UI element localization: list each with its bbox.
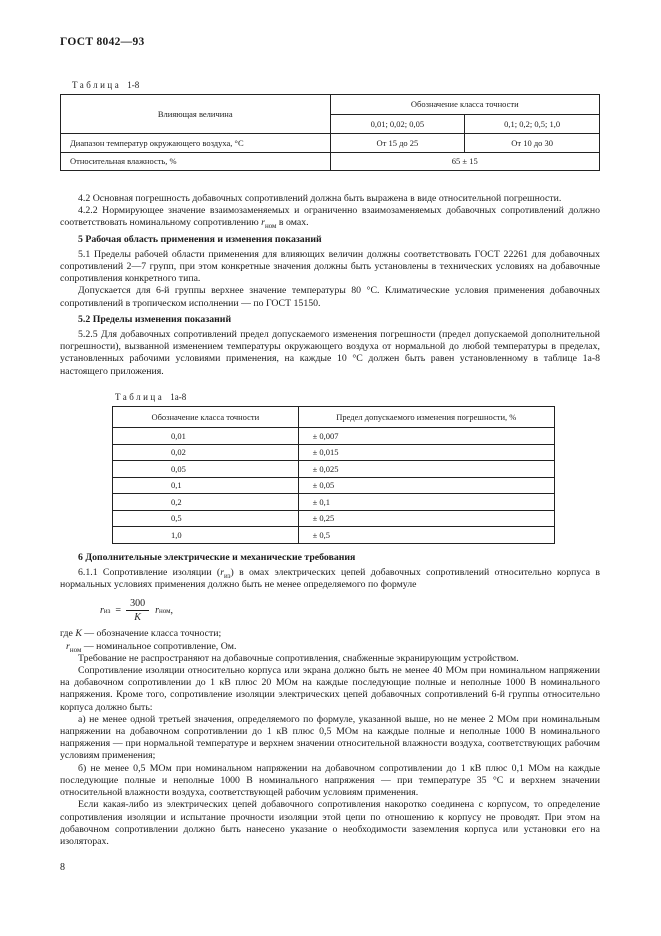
cell-class: 0,1 bbox=[113, 477, 299, 494]
cell-class: 1,0 bbox=[113, 527, 299, 544]
equals-sign: = bbox=[115, 605, 122, 617]
table-row bbox=[113, 494, 555, 511]
table-row bbox=[61, 134, 600, 153]
formula-where-r bbox=[60, 641, 600, 653]
document-body-section-6 bbox=[60, 552, 600, 848]
formula-numerator: 300 bbox=[126, 598, 149, 611]
cell-humidity-value: 65 ± 15 bbox=[330, 152, 600, 171]
table-row bbox=[61, 95, 600, 115]
formula-rhs-r: r bbox=[155, 605, 159, 617]
table-error-change-limits bbox=[112, 406, 555, 544]
paragraph-4-2-2-text-end: в омах. bbox=[276, 217, 309, 229]
table-1-8-caption-number: 1-8 bbox=[127, 80, 140, 90]
table-1-8-caption bbox=[72, 80, 600, 90]
formula-where-k bbox=[60, 628, 600, 640]
r-symbol: r bbox=[66, 640, 70, 652]
paragraph-6-1-1 bbox=[60, 567, 600, 591]
r-symbol: r bbox=[220, 567, 225, 579]
paragraph-grounding-note: Если какая-либо из электрических цепей добавочного сопротивления накоротко соединена с корпусом, то определение сопротивления изоляции и испытание прочности изоляции этой цепи по отношению к корпусу не проводят. При этом на добавочном сопротивлении должно быть нанесено указание о необходимости заземления корпуса или установки его на изоляторах. bbox=[60, 799, 600, 847]
table-row bbox=[113, 406, 555, 428]
heading-section-6: 6 Дополнительные электрические и механические требования bbox=[78, 551, 356, 563]
paragraph-6-1-1-text: 6.1.1 Сопротивление изоляции ( bbox=[78, 567, 221, 579]
cell-limit: ± 0,5 bbox=[298, 527, 554, 544]
formula-denominator: K bbox=[134, 612, 141, 624]
formula-insulation-resistance: r из = $\frac{300}{K}$ r ном , bbox=[100, 598, 174, 624]
table-row bbox=[113, 527, 555, 544]
formula-lhs-r: r bbox=[100, 605, 104, 617]
col-header-accuracy-class: Обозначение класса точности bbox=[330, 95, 600, 115]
table-row bbox=[113, 477, 555, 494]
paragraph-5-2-5: 5.2.5 Для добавочных сопротивлений предел допускаемого изменения погрешности (предел допускаемой дополнительной погрешности), вызванной изменением температуры окружающего воздуха от нормальной до любой температуры в пределах, установленных рабочими условиями применения, на каждые 10 °С должен быть равен установленному в таблице 1а-8 настоящего приложения. bbox=[60, 329, 600, 377]
where-r-description: — номинальное сопротивление, Ом. bbox=[81, 640, 237, 652]
heading-section-5: 5 Рабочая область применения и изменения показаний bbox=[78, 233, 322, 245]
cell-temperature-range-value-1: От 15 до 25 bbox=[330, 134, 465, 153]
formula-fraction bbox=[126, 598, 149, 623]
table-1-8-caption-word: Таблица bbox=[72, 80, 122, 90]
paragraph-4-2-2-text: 4.2.2 Нормирующее значение взаимозаменяемых и ограниченно взаимозаменяемых добавочных сопротивлений должно соответствовать номинальному сопротивлению bbox=[60, 205, 600, 229]
cell-temperature-range-label: Диапазон температур окружающего воздуха, °С bbox=[61, 134, 331, 153]
cell-limit: ± 0,05 bbox=[298, 477, 554, 494]
page-number: 8 bbox=[60, 862, 65, 873]
paragraph-insulation-resistance: Сопротивление изоляции относительно корпуса или экрана должно быть не менее 40 МОм при номинальном напряжении на добавочном сопротивлении до 1 кВ плюс 20 МОм на каждые последующие полные и неполные 1000 В номинального напряжения. Кроме того, сопротивление изоляции электрических цепей добавочных сопротивлений 6-й группы относительно корпуса должно быть: bbox=[60, 665, 600, 713]
table-1a-8-caption-number: 1а-8 bbox=[170, 391, 187, 402]
cell-limit: ± 0,25 bbox=[298, 510, 554, 527]
cell-class: 0,2 bbox=[113, 494, 299, 511]
cell-limit: ± 0,025 bbox=[298, 461, 554, 478]
table-row bbox=[113, 510, 555, 527]
cell-temperature-range-value-2: От 10 до 30 bbox=[465, 134, 600, 153]
table-influencing-quantities bbox=[60, 94, 600, 171]
paragraph-5-1: 5.1 Пределы рабочей области применения для влияющих величин должны соответствовать ГОСТ 22261 для добавочных сопротивлений 2—7 групп, при этом конкретные значения должны быть установлены в технических условиях на добавочные сопротивления конкретного типа. bbox=[60, 248, 600, 285]
cell-limit: ± 0,007 bbox=[298, 428, 554, 445]
paragraph-4-2: 4.2 Основная погрешность добавочных сопротивлений должна быть выражена в виде относительной погрешности. bbox=[78, 193, 562, 204]
cell-limit: ± 0,015 bbox=[298, 444, 554, 461]
k-symbol: К bbox=[75, 628, 82, 640]
table-row bbox=[113, 428, 555, 445]
col-header-accuracy-class-designation: Обозначение класса точности bbox=[113, 406, 299, 428]
table-row bbox=[113, 461, 555, 478]
paragraph-item-a: а) не менее одной третьей значения, определяемого по формуле, указанной выше, но не менее 2 МОм при номинальным напряжении на добавочном сопротивлении до 1 кВ плюс 0,5 МОм на каждые полные и неполные 1000 В номинального напряжения — при нормальной температуре и верхнем значении относительной влажности воздуха, соответствующих рабочим условиям применения; bbox=[60, 713, 600, 762]
cell-humidity-label: Относительная влажность, % bbox=[61, 152, 331, 171]
r-iz-subscript: из bbox=[224, 572, 231, 580]
heading-section-5-2: 5.2 Пределы изменения показаний bbox=[78, 313, 232, 325]
paragraph-requirement-exception: Требование не распространяют на добавочные сопротивления, снабженные экранирующим устройством. bbox=[78, 652, 519, 664]
paragraph-6-1-1-text-end: ) в омах электрических цепей добавочных сопротивлений относительно корпуса в нормальных условиях применения должно быть не менее определяемого по формуле bbox=[60, 567, 600, 591]
table-1a-8-caption-word: Таблица bbox=[115, 391, 165, 402]
formula-comma: , bbox=[170, 605, 174, 617]
cell-limit: ± 0,1 bbox=[298, 494, 554, 511]
document-body bbox=[60, 193, 600, 378]
cell-class: 0,01 bbox=[113, 428, 299, 445]
r-nom-subscript: ном bbox=[69, 645, 82, 654]
col-header-influencing-quantity: Влияющая величина bbox=[61, 95, 331, 134]
document-header: ГОСТ 8042—93 bbox=[60, 36, 145, 48]
cell-class: 0,02 bbox=[113, 444, 299, 461]
cell-class: 0,5 bbox=[113, 510, 299, 527]
r-symbol: r bbox=[261, 217, 265, 229]
table-row bbox=[61, 152, 600, 171]
subheader-class-group-1: 0,01; 0,02; 0,05 bbox=[330, 114, 465, 134]
subheader-class-group-2: 0,1; 0,2; 0,5; 1,0 bbox=[465, 114, 600, 134]
col-header-error-change-limit: Предел допускаемого изменения погрешности, % bbox=[298, 406, 554, 428]
paragraph-item-b: б) не менее 0,5 МОм при номинальном напряжении на добавочном сопротивлении до 1 кВ плюс 0,1 МОм на каждые последующие полные и неполные 1000 В номинального напряжения — при температуре 35 °С и верхнем значении относительной влажности воздуха, соответствующей рабочим условиям применения. bbox=[60, 762, 600, 799]
table-1a-8-caption bbox=[115, 392, 600, 402]
where-k-description: — обозначение класса точности; bbox=[81, 628, 222, 640]
cell-class: 0,05 bbox=[113, 461, 299, 478]
paragraph-5-1-note: Допускается для 6-й группы верхнее значение температуры 80 °С. Климатические условия применения добавочных сопротивлений в тропическом исполнении — по ГОСТ 15150. bbox=[60, 285, 600, 309]
paragraph-4-2-2 bbox=[60, 205, 600, 229]
table-row bbox=[113, 444, 555, 461]
where-prefix: где bbox=[60, 628, 76, 640]
r-nom-subscript: ном bbox=[264, 222, 277, 231]
